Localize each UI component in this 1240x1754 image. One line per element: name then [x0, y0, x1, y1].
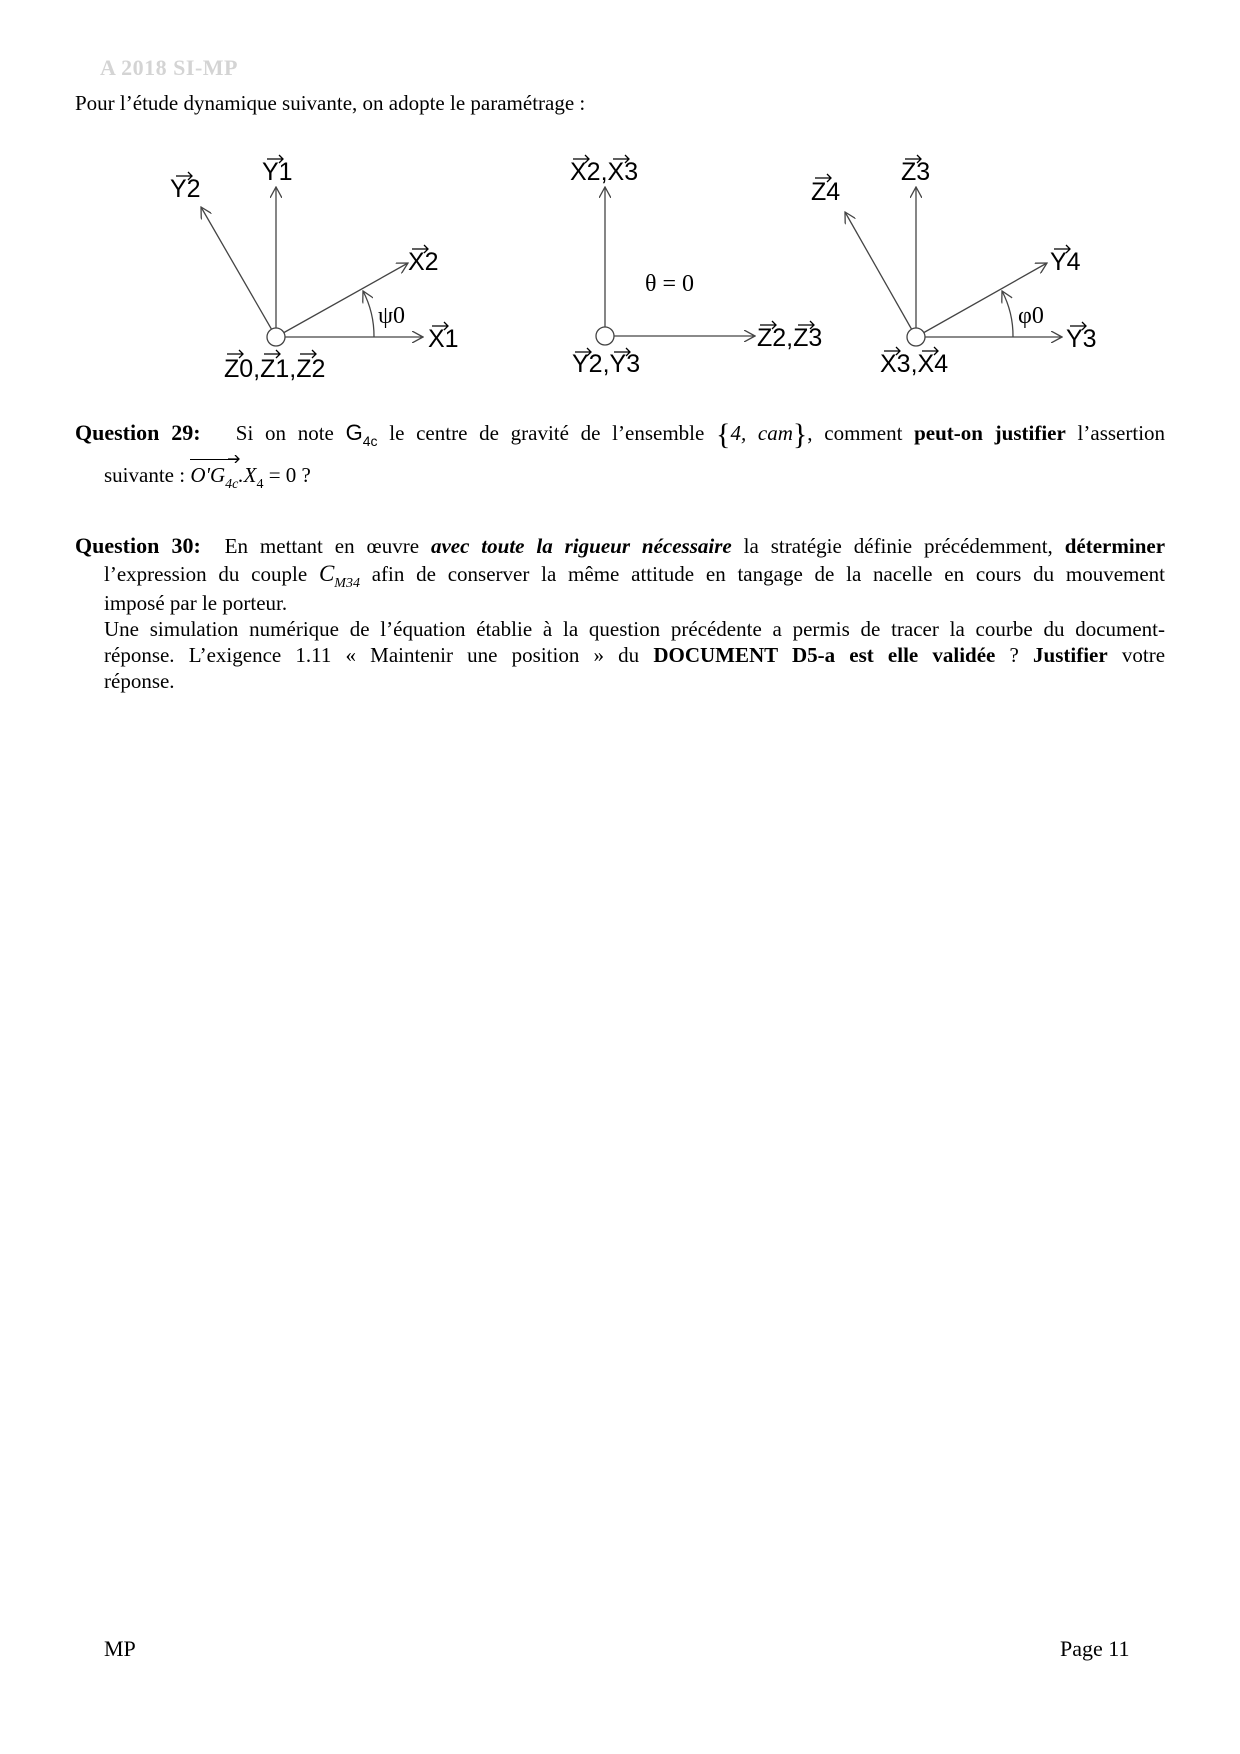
q29-text-3: , comment [807, 421, 903, 445]
fig1-label-y2: Y2 [170, 175, 201, 203]
fig1-y2-axis [201, 207, 276, 337]
q29-formula: $O'G_{4c}$ [190, 462, 238, 492]
fig3-label-y3: Y3 [1066, 325, 1097, 353]
figure-3 [811, 155, 1097, 378]
q29-line-2 [104, 462, 311, 492]
q29-formula-rhs: = 0 [268, 463, 297, 487]
fig1-label-origin: Z0,Z1,Z2 [224, 355, 326, 383]
fig2-label-right: Z2,Z3 [757, 324, 823, 352]
q29-text-1: Si on note [235, 421, 334, 445]
figure-1 [170, 155, 459, 383]
intro-text: Pour l’étude dynamique suivante, on adopte le paramétrage : [75, 91, 586, 115]
q29-text-5: l’assertion [1077, 421, 1166, 445]
fig1-label-angle: ψ0 [378, 303, 406, 329]
fig1-label-y1: Y1 [262, 158, 293, 186]
q29-text-2: le centre de gravité de l’ensemble [389, 421, 705, 445]
q29-g-symbol: $G_{4c}$ [345, 420, 378, 449]
q30-bold-determiner: déterminer [1064, 534, 1166, 558]
fig1-label-x2: X2 [408, 248, 439, 276]
fig2-label-bottom: Y2,Y3 [572, 350, 641, 378]
q30-line-3: imposé par le porteur. [104, 591, 288, 615]
q30-line-6: réponse. [104, 669, 175, 693]
q29-line2-suffix: ? [301, 463, 311, 487]
figure-2 [570, 155, 822, 378]
fig2-angle-equation: θ = 0 [645, 271, 695, 297]
q29-label: Question 29: [75, 420, 201, 445]
parameterization-figures [0, 140, 1240, 390]
fig3-z4-axis [845, 212, 916, 337]
fig3-label-z4: Z4 [811, 178, 841, 206]
q30-cm-symbol: $C_{M34}$ [318, 561, 360, 591]
q29-set: {4, cam} [716, 418, 808, 451]
fig3-label-y4: Y4 [1050, 248, 1081, 276]
q30-line-2: l’expression du couple $C_{M34}$ afin de conserver la même attitude en tangage de la nacelle en cours du mouvement [104, 561, 1166, 591]
fig3-angle-arc [1002, 291, 1013, 337]
q30-line-5: réponse. L’exigence 1.11 « Maintenir une position » du DOCUMENT D5-a est elle validée ? Justifier votre [104, 643, 1166, 667]
q30-line-4: Une simulation numérique de l’équation établie à la question précédente a permis de tracer la courbe du document- [104, 617, 1165, 641]
footer-left: MP [104, 1636, 136, 1661]
fig3-origin-circle [907, 328, 925, 346]
fig1-angle-arc [363, 291, 374, 337]
q29-formula-dot: .X [238, 463, 257, 487]
q29-formula-sub2: 4 [256, 477, 264, 492]
footer-page-number: Page 11 [1060, 1636, 1130, 1661]
fig3-label-angle: φ0 [1018, 303, 1044, 329]
q30-line-1: Question 30: En mettant en œuvre avec toute la rigueur nécessaire la stratégie définie précédemment, déterminer [75, 533, 1166, 558]
q29-bold: peut-on justifier [914, 421, 1066, 445]
fig3-label-origin: X3,X4 [880, 350, 949, 378]
q30-emphasis: avec toute la rigueur nécessaire [430, 534, 732, 558]
q29-line-1 [75, 417, 1165, 449]
q30-label: Question 30: [75, 533, 201, 558]
fig1-label-x1: X1 [428, 325, 459, 353]
fig3-label-z3: Z3 [901, 158, 931, 186]
fig2-label-top: X2,X3 [570, 158, 639, 186]
q29-line2-prefix: suivante : [104, 463, 186, 487]
exam-header: A 2018 SI-MP [100, 55, 238, 80]
fig1-origin-circle [267, 328, 285, 346]
fig2-origin-circle [596, 327, 614, 345]
